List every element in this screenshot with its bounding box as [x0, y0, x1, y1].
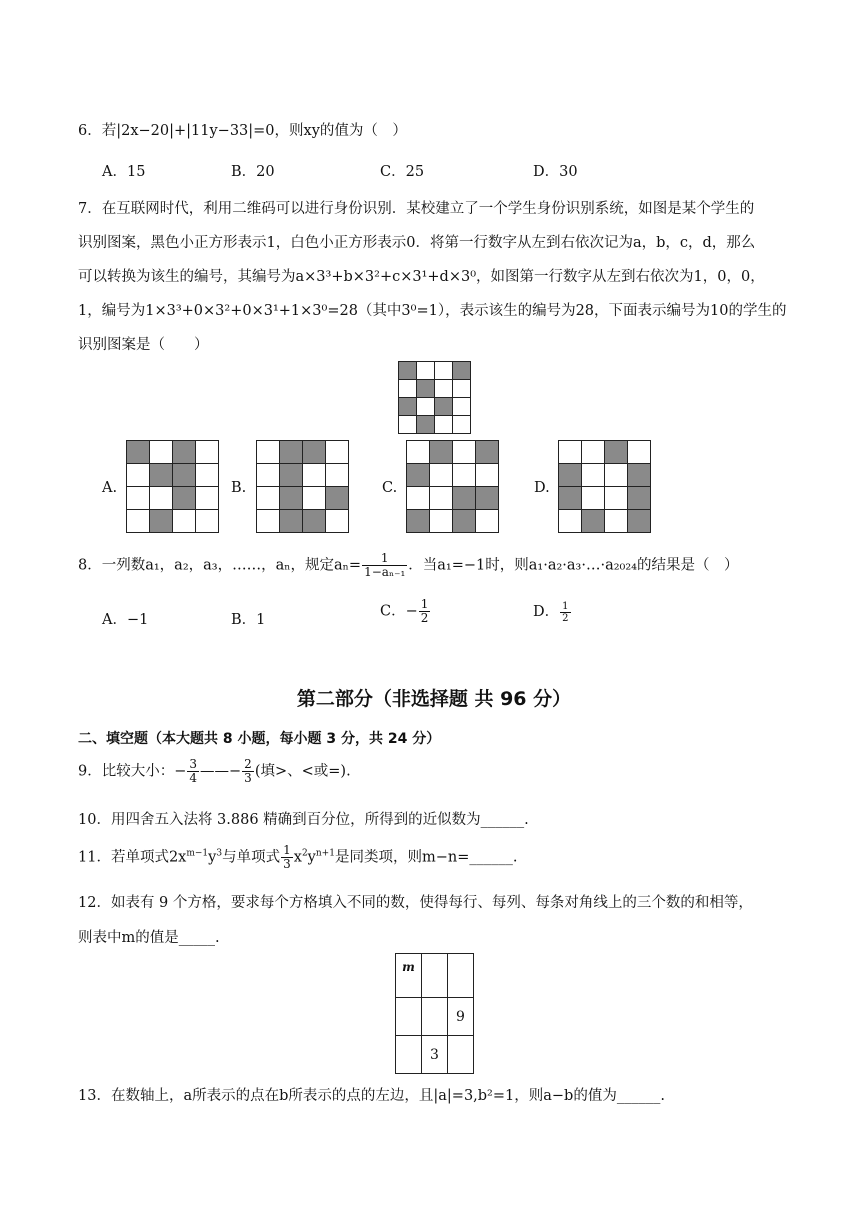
black-square-cell [399, 362, 417, 380]
q7-option-c-label[interactable]: C. [382, 480, 398, 496]
black-square-cell [326, 487, 349, 510]
grid-row [399, 380, 471, 398]
black-square-cell [127, 441, 150, 464]
q9-suffix: (填>、<或=). [254, 763, 351, 780]
q8-prefix: 8．一列数a₁，a₂，a₃，……，aₙ，规定aₙ= [78, 557, 362, 574]
white-square-cell [628, 441, 651, 464]
q11-mid-2: 与单项式 [222, 849, 281, 866]
white-square-cell [257, 487, 280, 510]
grid-row [127, 510, 219, 533]
magic-cell [422, 998, 448, 1036]
part-two-heading: 第二部分（非选择题 共 96 分） [296, 688, 572, 710]
q11-fraction [281, 844, 293, 871]
grid-row [559, 510, 651, 533]
q8-choice-c-fraction [419, 598, 431, 625]
white-square-cell [435, 416, 453, 434]
magic-cell [422, 954, 448, 998]
question-7-line-1: 7．在互联网时代，利用二维码可以进行身份识别．某校建立了一个学生身份识别系统，如图是某个学生的 [78, 201, 755, 217]
q11-exp-2: 3 [216, 848, 223, 859]
white-square-cell [150, 487, 173, 510]
black-square-cell [280, 441, 303, 464]
q11-prefix: 11．若单项式2x [78, 849, 187, 866]
grid-row [559, 464, 651, 487]
black-square-cell [173, 487, 196, 510]
grid-row [399, 398, 471, 416]
question-6-text: 6．若|2x−20|+|11y−33|=0，则xy的值为（ ） [78, 123, 407, 139]
grid-row [559, 441, 651, 464]
q8-d-den: 2 [562, 612, 569, 624]
q8-fraction-num: 1 [362, 552, 407, 566]
white-square-cell [435, 362, 453, 380]
grid-row [127, 441, 219, 464]
sample-id-pattern-grid [398, 361, 471, 434]
black-square-cell [280, 487, 303, 510]
question-7-line-2: 识别图案，黑色小正方形表示1，白色小正方形表示0．将第一行数字从左到右依次记为a，b，c，d，那么 [78, 235, 756, 251]
black-square-cell [407, 464, 430, 487]
q8-fraction [362, 552, 407, 579]
white-square-cell [582, 441, 605, 464]
q8-choice-c[interactable] [380, 598, 431, 625]
grid-row [399, 362, 471, 380]
magic-cell [448, 954, 474, 998]
white-square-cell [196, 441, 219, 464]
white-square-cell [196, 487, 219, 510]
black-square-cell [173, 464, 196, 487]
white-square-cell [453, 464, 476, 487]
q9-fraction-1 [187, 758, 199, 785]
black-square-cell [150, 510, 173, 533]
white-square-cell [303, 464, 326, 487]
q8-d-num: 1 [562, 600, 569, 612]
q8-c-num: 1 [420, 597, 429, 611]
black-square-cell [628, 510, 651, 533]
white-square-cell [582, 487, 605, 510]
grid-row [407, 441, 499, 464]
white-square-cell [430, 487, 453, 510]
grid-row [407, 464, 499, 487]
black-square-cell [150, 464, 173, 487]
q7-option-a-grid[interactable] [126, 440, 219, 533]
question-11-text [78, 844, 517, 871]
q7-option-b-label[interactable]: B. [231, 480, 247, 496]
white-square-cell [430, 510, 453, 533]
white-square-cell [453, 380, 471, 398]
grid-row [257, 510, 349, 533]
grid-row [257, 441, 349, 464]
magic-cell [396, 998, 422, 1036]
black-square-cell [476, 441, 499, 464]
question-12-line-2: 则表中m的值是_____. [78, 930, 220, 946]
black-square-cell [417, 380, 435, 398]
white-square-cell [399, 380, 417, 398]
question-10-text: 10．用四舍五入法将 3.886 精确到百分位，所得到的近似数为______. [78, 812, 529, 828]
q9-fraction-2 [242, 758, 254, 785]
question-7-line-3: 可以转换为该生的编号，其编号为a×3³+b×3²+c×3¹+d×3⁰，如图第一行数字从左到右依次为1，0，0， [78, 269, 765, 285]
q8-fraction-den: 1−aₙ₋₁ [364, 565, 406, 579]
q6-choice-c[interactable]: C．25 [380, 164, 425, 180]
question-7-line-4: 1，编号为1×3³+0×3²+0×3¹+1×3⁰=28（其中3⁰=1），表示该生的编号为28，下面表示编号为10的学生的 [78, 303, 787, 319]
white-square-cell [257, 510, 280, 533]
q7-option-a-label[interactable]: A. [102, 480, 118, 496]
white-square-cell [453, 398, 471, 416]
grid-row [407, 487, 499, 510]
q9-f2-den: 3 [244, 771, 252, 785]
white-square-cell [257, 464, 280, 487]
white-square-cell [559, 441, 582, 464]
black-square-cell [399, 398, 417, 416]
white-square-cell [476, 510, 499, 533]
black-square-cell [173, 441, 196, 464]
q9-f2-num: 2 [244, 757, 252, 771]
white-square-cell [326, 464, 349, 487]
white-square-cell [605, 487, 628, 510]
black-square-cell [476, 487, 499, 510]
white-square-cell [399, 416, 417, 434]
q8-choice-a[interactable]: A．−1 [102, 612, 149, 628]
grid-row [257, 464, 349, 487]
black-square-cell [417, 416, 435, 434]
black-square-cell [559, 464, 582, 487]
white-square-cell [127, 464, 150, 487]
q11-exp-1: m−1 [186, 848, 209, 859]
black-square-cell [628, 464, 651, 487]
grid-row [127, 464, 219, 487]
q8-choice-d[interactable] [533, 600, 572, 624]
black-square-cell [453, 487, 476, 510]
black-square-cell [559, 487, 582, 510]
q11-suffix: 是同类项，则m−n=______. [334, 849, 518, 866]
magic-cell-9: 9 [448, 998, 474, 1036]
magic-square-table [395, 953, 474, 1074]
black-square-cell [280, 510, 303, 533]
white-square-cell [407, 441, 430, 464]
grid-row [127, 487, 219, 510]
white-square-cell [127, 510, 150, 533]
grid-row [399, 416, 471, 434]
q8-suffix: ．当a₁=−1时，则a₁·a₂·a₃·…·a₂₀₂₄的结果是（ ） [408, 557, 739, 574]
question-13-text: 13．在数轴上，a所表示的点在b所表示的点的左边，且|a|=3,b²=1，则a−b的值为______. [78, 1088, 665, 1104]
black-square-cell [628, 487, 651, 510]
white-square-cell [582, 464, 605, 487]
white-square-cell [559, 510, 582, 533]
black-square-cell [430, 441, 453, 464]
black-square-cell [280, 464, 303, 487]
q11-exp-4: n+1 [315, 848, 335, 859]
white-square-cell [326, 510, 349, 533]
white-square-cell [196, 464, 219, 487]
grid-row [559, 487, 651, 510]
magic-cell-3: 3 [422, 1036, 448, 1074]
grid-row [407, 510, 499, 533]
black-square-cell [407, 510, 430, 533]
question-7-line-5: 识别图案是（ ） [78, 337, 209, 353]
q11-f-num: 1 [283, 843, 291, 857]
q11-mid-4: y [307, 849, 316, 866]
white-square-cell [196, 510, 219, 533]
white-square-cell [605, 510, 628, 533]
q9-f1-den: 4 [189, 771, 198, 785]
q8-choice-b[interactable]: B．1 [231, 612, 266, 628]
white-square-cell [435, 380, 453, 398]
grid-row [257, 487, 349, 510]
black-square-cell [435, 398, 453, 416]
q11-mid-1: y [208, 849, 217, 866]
white-square-cell [407, 487, 430, 510]
white-square-cell [453, 416, 471, 434]
q6-choice-d[interactable]: D．30 [533, 164, 578, 180]
magic-cell-m: m [396, 954, 422, 998]
q11-f-den: 3 [283, 857, 291, 871]
q7-option-d-label[interactable]: D. [534, 480, 550, 496]
white-square-cell [417, 398, 435, 416]
q6-choice-b[interactable]: B．20 [231, 164, 275, 180]
fill-in-section-title: 二、填空题（本大题共 8 小题，每小题 3 分，共 24 分） [78, 731, 441, 747]
white-square-cell [303, 487, 326, 510]
black-square-cell [605, 441, 628, 464]
q11-exp-3: 2 [301, 848, 308, 859]
black-square-cell [453, 510, 476, 533]
black-square-cell [453, 362, 471, 380]
white-square-cell [127, 487, 150, 510]
white-square-cell [453, 441, 476, 464]
q11-mid-3: x [293, 849, 302, 866]
white-square-cell [173, 510, 196, 533]
q8-choice-d-label: D． [533, 604, 560, 620]
q9-mid: ——− [200, 763, 242, 780]
white-square-cell [430, 464, 453, 487]
q9-f1-num: 3 [189, 757, 198, 771]
q7-option-d-grid[interactable] [558, 440, 651, 533]
q9-prefix: 9．比较大小：− [78, 763, 187, 780]
q6-choice-a[interactable]: A．15 [102, 164, 146, 180]
white-square-cell [257, 441, 280, 464]
white-square-cell [326, 441, 349, 464]
black-square-cell [303, 441, 326, 464]
black-square-cell [303, 510, 326, 533]
white-square-cell [605, 464, 628, 487]
white-square-cell [150, 441, 173, 464]
magic-cell [396, 1036, 422, 1074]
q8-c-den: 2 [420, 611, 429, 625]
q7-option-b-grid[interactable] [256, 440, 349, 533]
white-square-cell [417, 362, 435, 380]
q7-option-c-grid[interactable] [406, 440, 499, 533]
question-12-line-1: 12．如表有 9 个方格，要求每个方格填入不同的数，使得每行、每列、每条对角线上的三个数的和相等， [78, 895, 753, 911]
q8-choice-c-label: C．− [380, 603, 418, 620]
white-square-cell [476, 464, 499, 487]
question-8-text [78, 552, 738, 579]
magic-cell [448, 1036, 474, 1074]
black-square-cell [582, 510, 605, 533]
q8-choice-d-fraction [560, 601, 570, 624]
question-9-text [78, 758, 351, 785]
